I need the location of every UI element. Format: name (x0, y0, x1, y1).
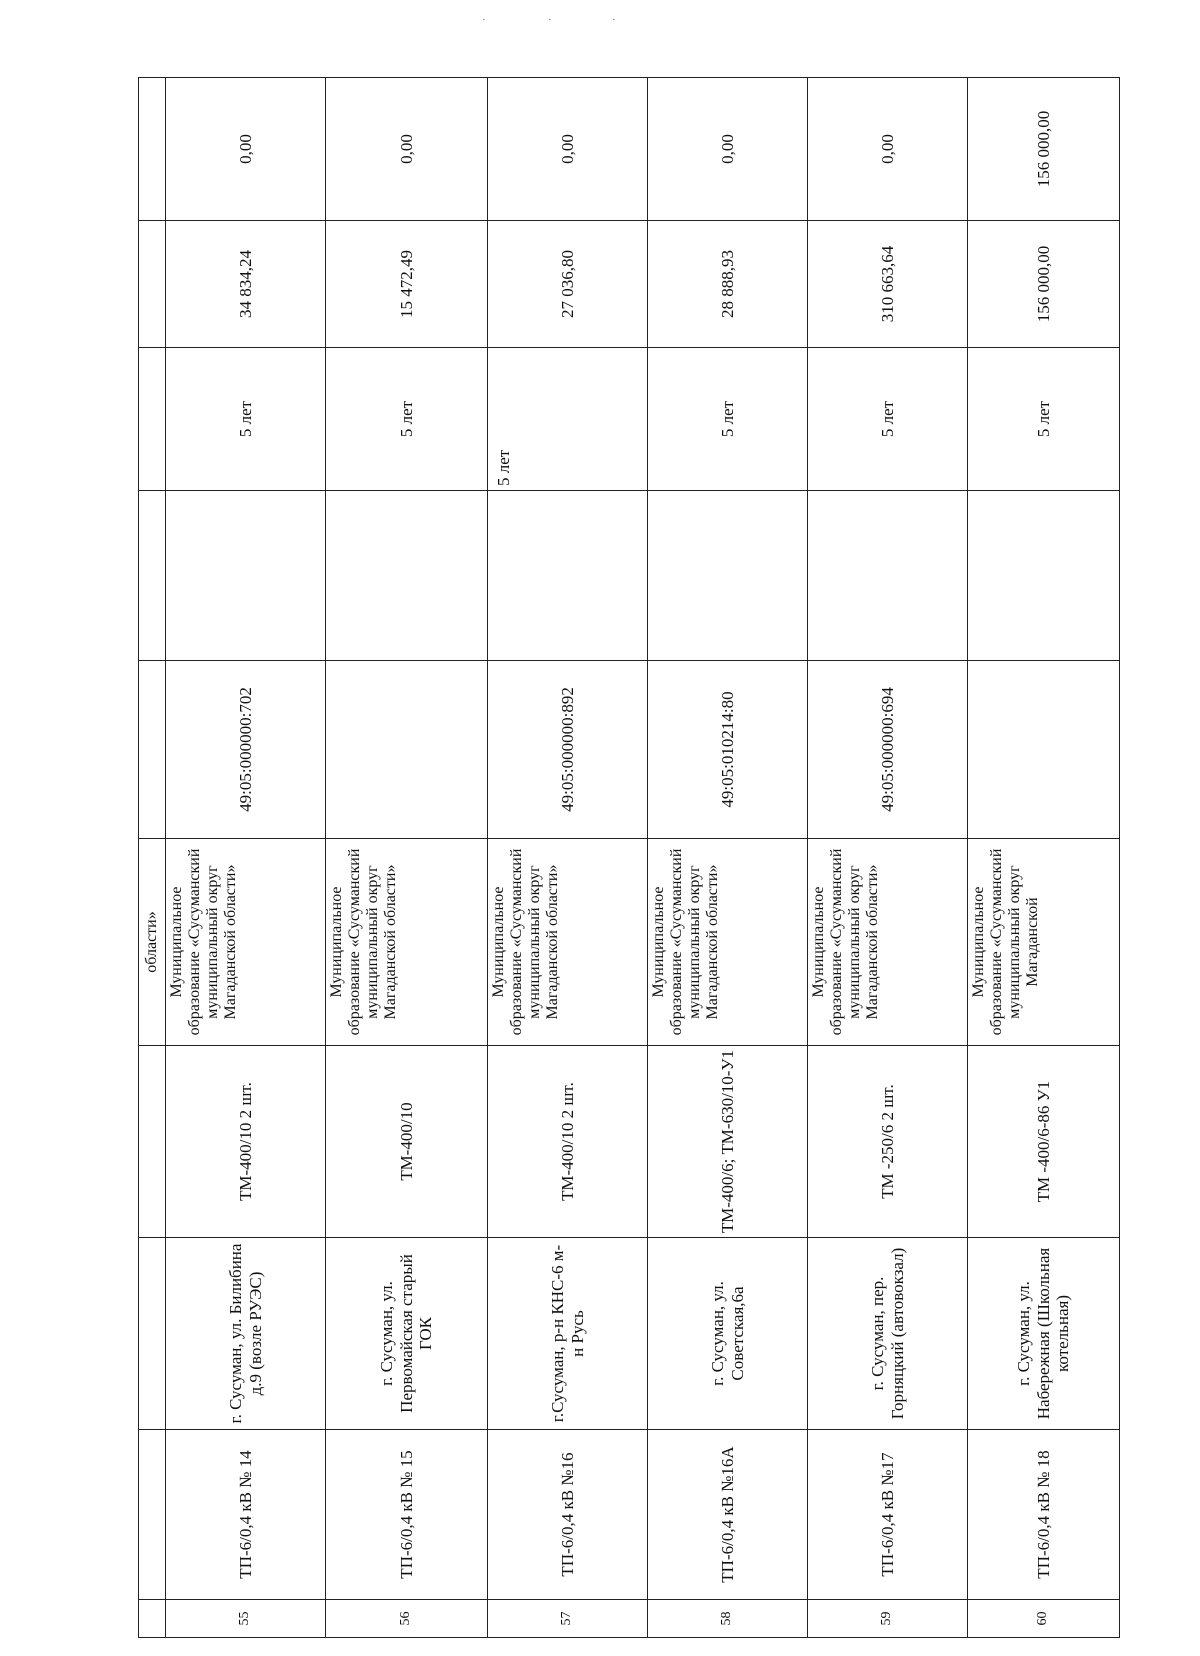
row-number: 56 (326, 1600, 488, 1638)
row-number: 58 (648, 1600, 808, 1638)
equipment: ТМ -250/6 2 шт. (808, 1046, 968, 1238)
owner: Муниципальное образование «Сусуманский муниципальный округ Магаданской области» (808, 839, 968, 1046)
top-strip-cell (139, 661, 166, 839)
top-strip-cell (139, 78, 166, 221)
object-name: ТП-6/0,4 кВ № 14 (166, 1430, 326, 1600)
top-strip-cell (139, 221, 166, 348)
equipment: ТМ-400/10 (326, 1046, 488, 1238)
cadastral-number: 49:05:010214:80 (648, 661, 808, 839)
value-2: 0,00 (648, 78, 808, 221)
value-1: 28 888,93 (648, 221, 808, 348)
table-row (808, 78, 968, 1638)
object-name: ТП-6/0,4 кВ №17 (808, 1430, 968, 1600)
owner: Муниципальное образование «Сусуманский муниципальный округ Магаданской области» (648, 839, 808, 1046)
blank-cell (648, 491, 808, 661)
row-number: 59 (808, 1600, 968, 1638)
row-number: 60 (968, 1600, 1120, 1638)
owner: Муниципальное образование «Сусуманский муниципальный округ Магаданской области» (166, 839, 326, 1046)
table-row (166, 78, 326, 1638)
row-number: 55 (166, 1600, 326, 1638)
object-address: г. Сусуман, пер. Горняцкий (автовокзал) (808, 1238, 968, 1430)
top-strip-cell (139, 1238, 166, 1430)
term: 5 лет (648, 348, 808, 491)
object-name: ТП-6/0,4 кВ № 15 (326, 1430, 488, 1600)
object-name: ТП-6/0,4 кВ № 18 (968, 1430, 1120, 1600)
blank-cell (808, 491, 968, 661)
equipment: ТМ-400/10 2 шт. (488, 1046, 648, 1238)
value-2: 0,00 (488, 78, 648, 221)
cadastral-number (968, 661, 1120, 839)
value-2: 0,00 (166, 78, 326, 221)
table-row (648, 78, 808, 1638)
table-row (488, 78, 648, 1638)
equipment: ТМ-400/10 2 шт. (166, 1046, 326, 1238)
value-2: 0,00 (326, 78, 488, 221)
top-strip-cell (139, 1600, 166, 1638)
value-1: 156 000,00 (968, 221, 1120, 348)
term: 5 лет (166, 348, 326, 491)
equipment: ТМ-400/6; ТМ-630/10-У1 (648, 1046, 808, 1238)
term: 5 лет (326, 348, 488, 491)
top-strip-cell (139, 1430, 166, 1600)
property-table (138, 77, 1120, 1638)
table-row (968, 78, 1120, 1638)
term: 5 лет (488, 348, 648, 491)
table-row (326, 78, 488, 1638)
object-address: г. Сусуман, ул. Советская,6а (648, 1238, 808, 1430)
value-2: 0,00 (808, 78, 968, 221)
object-name: ТП-6/0,4 кВ №16 (488, 1430, 648, 1600)
scan-mark: · (482, 14, 486, 26)
value-1: 27 036,80 (488, 221, 648, 348)
term: 5 лет (968, 348, 1120, 491)
blank-cell (166, 491, 326, 661)
cadastral-number: 49:05:000000:694 (808, 661, 968, 839)
owner: Муниципальное образование «Сусуманский муниципальный округ Магаданской области» (326, 839, 488, 1046)
value-2: 156 000,00 (968, 78, 1120, 221)
top-strip-cell (139, 491, 166, 661)
owner-continuation: области» (139, 839, 166, 1046)
object-name: ТП-6/0,4 кВ №16А (648, 1430, 808, 1600)
term: 5 лет (808, 348, 968, 491)
blank-cell (326, 491, 488, 661)
object-address: г.Сусуман, р-н КНС-6 м-н Русь (488, 1238, 648, 1430)
top-strip-cell (139, 1046, 166, 1238)
owner: Муниципальное образование «Сусуманский муниципальный округ Магаданской области» (488, 839, 648, 1046)
scan-mark: · (612, 14, 616, 26)
object-address: г. Сусуман, ул. Набережная (Школьная котельная) (968, 1238, 1120, 1430)
equipment: ТМ -400/6-86 У1 (968, 1046, 1120, 1238)
owner: Муниципальное образование «Сусуманский муниципальный округ Магаданской (968, 839, 1120, 1046)
scan-mark: · (548, 14, 552, 26)
value-1: 34 834,24 (166, 221, 326, 348)
cadastral-number (326, 661, 488, 839)
value-1: 15 472,49 (326, 221, 488, 348)
blank-cell (488, 491, 648, 661)
object-address: г. Сусуман, ул. Билибина д.9 (возле РУЭС) (166, 1238, 326, 1430)
top-strip-cell (139, 348, 166, 491)
table-row (139, 78, 166, 1638)
value-1: 310 663,64 (808, 221, 968, 348)
row-number: 57 (488, 1600, 648, 1638)
cadastral-number: 49:05:000000:702 (166, 661, 326, 839)
object-address: г. Сусуман, ул. Первомайская старый ГОК (326, 1238, 488, 1430)
blank-cell (968, 491, 1120, 661)
cadastral-number: 49:05:000000:892 (488, 661, 648, 839)
